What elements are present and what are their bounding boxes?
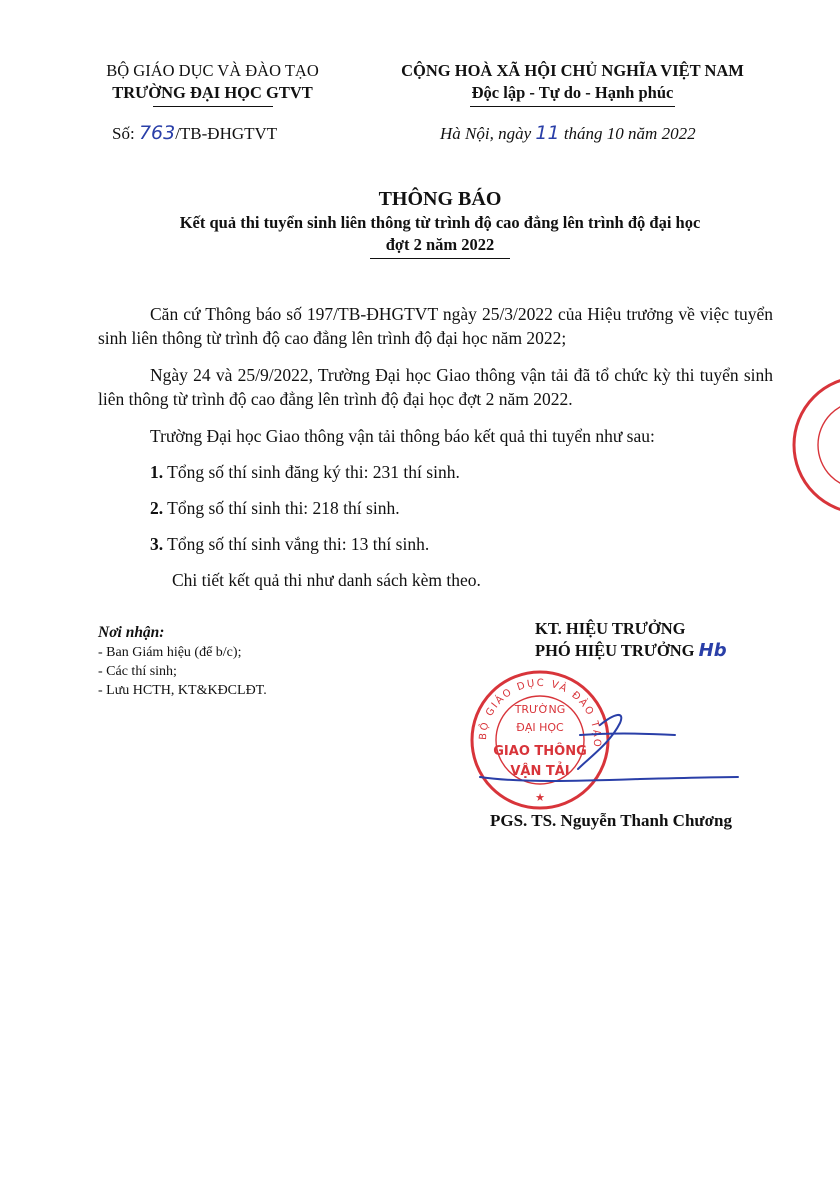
university-name: TRƯỜNG ĐẠI HỌC GTVT [112, 83, 313, 102]
motto: Độc lập - Tự do - Hạnh phúc [471, 83, 674, 102]
paragraph-1: Căn cứ Thông báo số 197/TB-ĐHGTVT ngày 25/3/2022 của Hiệu trưởng về việc tuyển sinh liên thông từ trình độ cao đẳng lên trình độ đại học năm 2022; [98, 304, 773, 348]
recipient-item: - Ban Giám hiệu (để b/c); [98, 645, 242, 660]
country-name: CỘNG HOÀ XÃ HỘI CHỦ NGHĨA VIỆT NAM [401, 61, 744, 80]
date-part1: Hà Nội, ngày [440, 124, 536, 143]
title-underline [370, 258, 510, 259]
reference-number [112, 122, 277, 145]
stamp-line-2: ĐẠI HỌC [516, 721, 564, 734]
recipients [98, 622, 398, 700]
doc-subtitle-1: Kết quả thi tuyển sinh liên thông từ trình độ cao đẳng lên trình độ đại học [179, 213, 701, 232]
ref-number-handwritten: 763 [138, 122, 176, 144]
official-stamp [460, 665, 750, 815]
header-right [375, 60, 770, 107]
stamp-line-3: GIAO THÔNG [493, 744, 587, 759]
recipients-label: Nơi nhận: [98, 624, 165, 641]
list-item: 3. Tổng số thí sinh vắng thi: 13 thí sinh. [150, 534, 430, 554]
body [98, 302, 773, 592]
signature-title [535, 618, 727, 662]
doc-title: THÔNG BÁO [378, 188, 502, 210]
stamp-ring-text: BỘ GIÁO DỤC VÀ ĐÀO TẠO [477, 677, 603, 750]
title-block [80, 186, 800, 259]
paragraph-4: Chi tiết kết quả thi như danh sách kèm theo. [172, 570, 481, 590]
doc-subtitle-2: đợt 2 năm 2022 [385, 235, 495, 254]
initials-handwritten: Hb [698, 640, 727, 661]
date-day-handwritten: 11 [535, 122, 560, 144]
signature-line-1: KT. HIỆU TRƯỞNG [535, 619, 686, 638]
ref-suffix: /TB-ĐHGTVT [175, 124, 278, 143]
header-right-underline [470, 106, 675, 107]
list-item: 1. Tổng số thí sinh đăng ký thi: 231 thí sinh. [150, 462, 460, 482]
date-part2: tháng 10 năm 2022 [559, 124, 696, 143]
header-left-underline [153, 106, 273, 107]
stamp-line-1: TRƯỜNG [514, 703, 566, 716]
signer-name: PGS. TS. Nguyễn Thanh Chương [490, 811, 732, 830]
paragraph-2: Ngày 24 và 25/9/2022, Trường Đại học Giao thông vận tải đã tổ chức kỳ thi tuyển sinh liên thông từ trình độ cao đẳng lên trình độ đại học đợt 2 năm 2022. [98, 365, 773, 409]
paragraph-3: Trường Đại học Giao thông vận tải thông báo kết quả thi tuyển như sau: [150, 426, 655, 446]
ministry-name: BỘ GIÁO DỤC VÀ ĐÀO TẠO [106, 61, 319, 80]
header-left [70, 60, 355, 107]
recipient-item: - Lưu HCTH, KT&KĐCLĐT. [98, 683, 267, 698]
recipient-item: - Các thí sinh; [98, 664, 177, 679]
stamp-line-4: VẬN TẢI [510, 764, 570, 779]
stamp-star-icon: ★ [535, 791, 545, 804]
issue-date [440, 122, 696, 145]
list-item: 2. Tổng số thí sinh thi: 218 thí sinh. [150, 498, 400, 518]
edge-stamp-partial [790, 370, 840, 520]
ref-prefix: Số: [112, 124, 139, 143]
signature-line-2: PHÓ HIỆU TRƯỞNG Hb [535, 640, 727, 661]
